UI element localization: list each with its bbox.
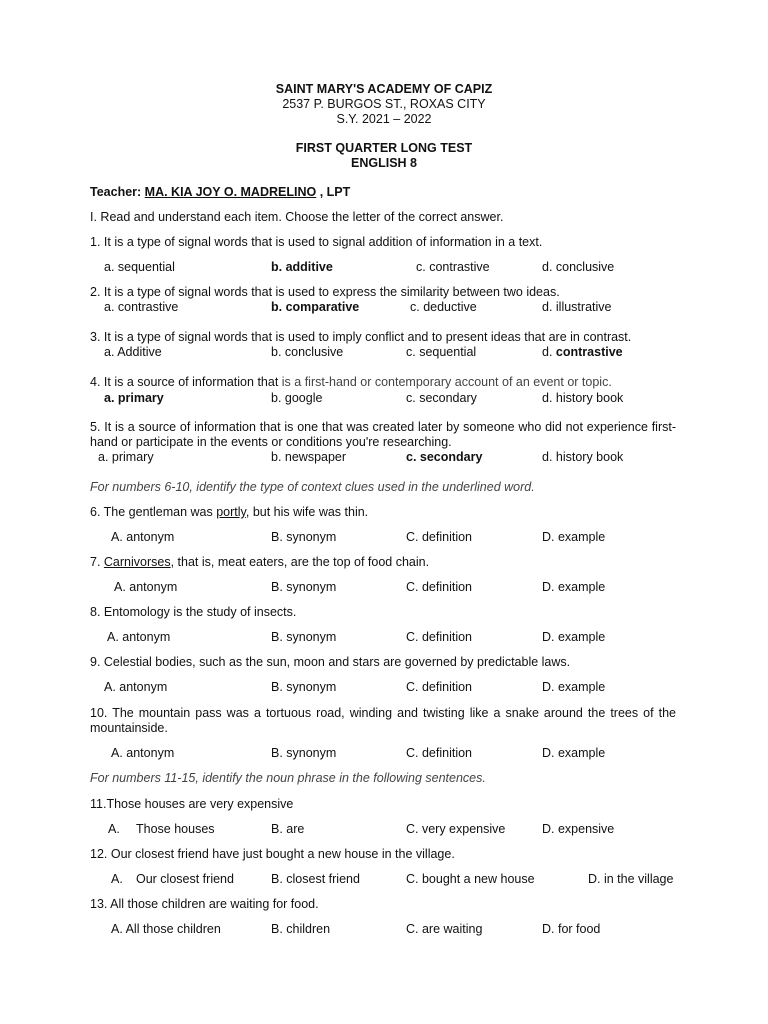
question-6-pre: 6. The gentleman was	[90, 505, 217, 519]
question-6	[90, 505, 368, 520]
teacher-label: Teacher:	[90, 185, 142, 199]
q5-option-a: a. primary	[98, 450, 154, 464]
q10-option-a: A. antonym	[111, 746, 175, 760]
q9-option-a: A. antonym	[104, 680, 168, 694]
question-7	[90, 555, 429, 570]
q9-option-c: C. definition	[406, 680, 473, 694]
q1-option-b: b. additive	[271, 260, 333, 274]
q7-option-c: C. definition	[406, 580, 473, 594]
question-2: 2. It is a type of signal words that is used to express the similarity between two ideas.	[90, 285, 560, 299]
q11-option-c: C. very expensive	[406, 822, 506, 836]
q1-option-a: a. sequential	[104, 260, 175, 274]
q8-option-b: B. synonym	[271, 630, 337, 644]
q11-option-a-letter: A.	[108, 822, 120, 836]
teacher-line	[90, 185, 350, 200]
question-4-part-2: is a first-hand or contemporary account of an event or topic.	[281, 375, 612, 389]
q8-option-d: D. example	[542, 630, 606, 644]
q12-option-a: Our closest friend	[136, 872, 234, 886]
question-12: 12. Our closest friend have just bought a new house in the village.	[90, 847, 455, 861]
q11-option-a: Those houses	[136, 822, 215, 836]
question-13: 13. All those children are waiting for food.	[90, 897, 319, 911]
question-8: 8. Entomology is the study of insects.	[90, 605, 297, 619]
q1-option-c: c. contrastive	[416, 260, 490, 274]
q4-option-a: a. primary	[104, 391, 164, 405]
q12-option-c: C. bought a new house	[406, 872, 535, 886]
teacher-name: MA. KIA JOY O. MADRELINO	[144, 185, 317, 199]
question-10: 10. The mountain pass was a tortuous road, winding and twisting like a snake around the trees of the mountainside.	[90, 706, 676, 735]
q2-option-c: c. deductive	[410, 300, 477, 314]
question-4	[90, 375, 612, 390]
q5-option-d: d. history book	[542, 450, 624, 464]
school-year: S.Y. 2021 – 2022	[336, 112, 432, 126]
school-address: 2537 P. BURGOS ST., ROXAS CITY	[282, 97, 486, 111]
q11-option-d: D. expensive	[542, 822, 615, 836]
test-title: FIRST QUARTER LONG TEST	[295, 141, 473, 155]
section-instruction: I. Read and understand each item. Choose the letter of the correct answer.	[90, 210, 504, 224]
q8-option-c: C. definition	[406, 630, 473, 644]
question-7-pre: 7.	[90, 555, 104, 569]
q7-option-b: B. synonym	[271, 580, 337, 594]
q5-option-c: c. secondary	[406, 450, 483, 464]
q5-option-b: b. newspaper	[271, 450, 347, 464]
q3-option-d	[542, 345, 623, 360]
q13-option-b: B. children	[271, 922, 331, 936]
q3-option-b: b. conclusive	[271, 345, 344, 359]
school-name: SAINT MARY'S ACADEMY OF CAPIZ	[275, 82, 493, 96]
question-5: 5. It is a source of information that is one that was created later by someone who did not experience first-hand or participate in the events or conditions you're researching.	[90, 420, 676, 449]
q12-option-d: D. in the village	[588, 872, 674, 886]
q12-option-a-letter: A.	[111, 872, 123, 886]
q13-option-d: D. for food	[542, 922, 601, 936]
q7-option-a: A. antonym	[114, 580, 178, 594]
q9-option-d: D. example	[542, 680, 606, 694]
question-7-underlined-word: Carnivorses	[103, 555, 171, 569]
noun-phrase-instruction: For numbers 11-15, identify the noun phrase in the following sentences.	[90, 771, 486, 785]
q11-option-b: B. are	[271, 822, 305, 836]
question-4-part-1: 4. It is a source of information that	[90, 375, 282, 389]
question-11: 11.Those houses are very expensive	[90, 797, 294, 811]
q10-option-b: B. synonym	[271, 746, 337, 760]
q4-option-c: c. secondary	[406, 391, 477, 405]
question-6-underlined-word: portly	[216, 505, 246, 519]
q3-option-d-letter: d.	[542, 345, 553, 359]
q4-option-d: d. history book	[542, 391, 624, 405]
q9-option-b: B. synonym	[271, 680, 337, 694]
q3-option-c: c. sequential	[406, 345, 477, 359]
q13-option-c: C. are waiting	[406, 922, 483, 936]
teacher-suffix: , LPT	[316, 185, 351, 199]
question-3: 3. It is a type of signal words that is used to imply conflict and to present ideas that are in contrast.	[90, 330, 632, 344]
q8-option-a: A. antonym	[107, 630, 171, 644]
context-clues-instruction: For numbers 6-10, identify the type of context clues used in the underlined word.	[90, 480, 535, 494]
question-7-post: , that is, meat eaters, are the top of food chain.	[170, 555, 430, 569]
q12-option-b: B. closest friend	[271, 872, 360, 886]
q2-option-b: b. comparative	[271, 300, 360, 314]
q13-option-a: A. All those children	[111, 922, 221, 936]
question-6-post: , but his wife was thin.	[245, 505, 369, 519]
q7-option-d: D. example	[542, 580, 606, 594]
q6-option-b: B. synonym	[271, 530, 337, 544]
q4-option-b: b. google	[271, 391, 323, 405]
q1-option-d: d. conclusive	[542, 260, 615, 274]
subject-title: ENGLISH 8	[351, 156, 417, 170]
q2-option-a: a. contrastive	[104, 300, 179, 314]
question-9: 9. Celestial bodies, such as the sun, moon and stars are governed by predictable laws.	[90, 655, 571, 669]
q6-option-c: C. definition	[406, 530, 473, 544]
q6-option-d: D. example	[542, 530, 606, 544]
q3-option-d-word: contrastive	[555, 345, 623, 359]
q2-option-d: d. illustrative	[542, 300, 612, 314]
question-1: 1. It is a type of signal words that is used to signal addition of information in a text.	[90, 235, 543, 249]
q6-option-a: A. antonym	[111, 530, 175, 544]
q3-option-a: a. Additive	[104, 345, 162, 359]
q10-option-c: C. definition	[406, 746, 473, 760]
q10-option-d: D. example	[542, 746, 606, 760]
